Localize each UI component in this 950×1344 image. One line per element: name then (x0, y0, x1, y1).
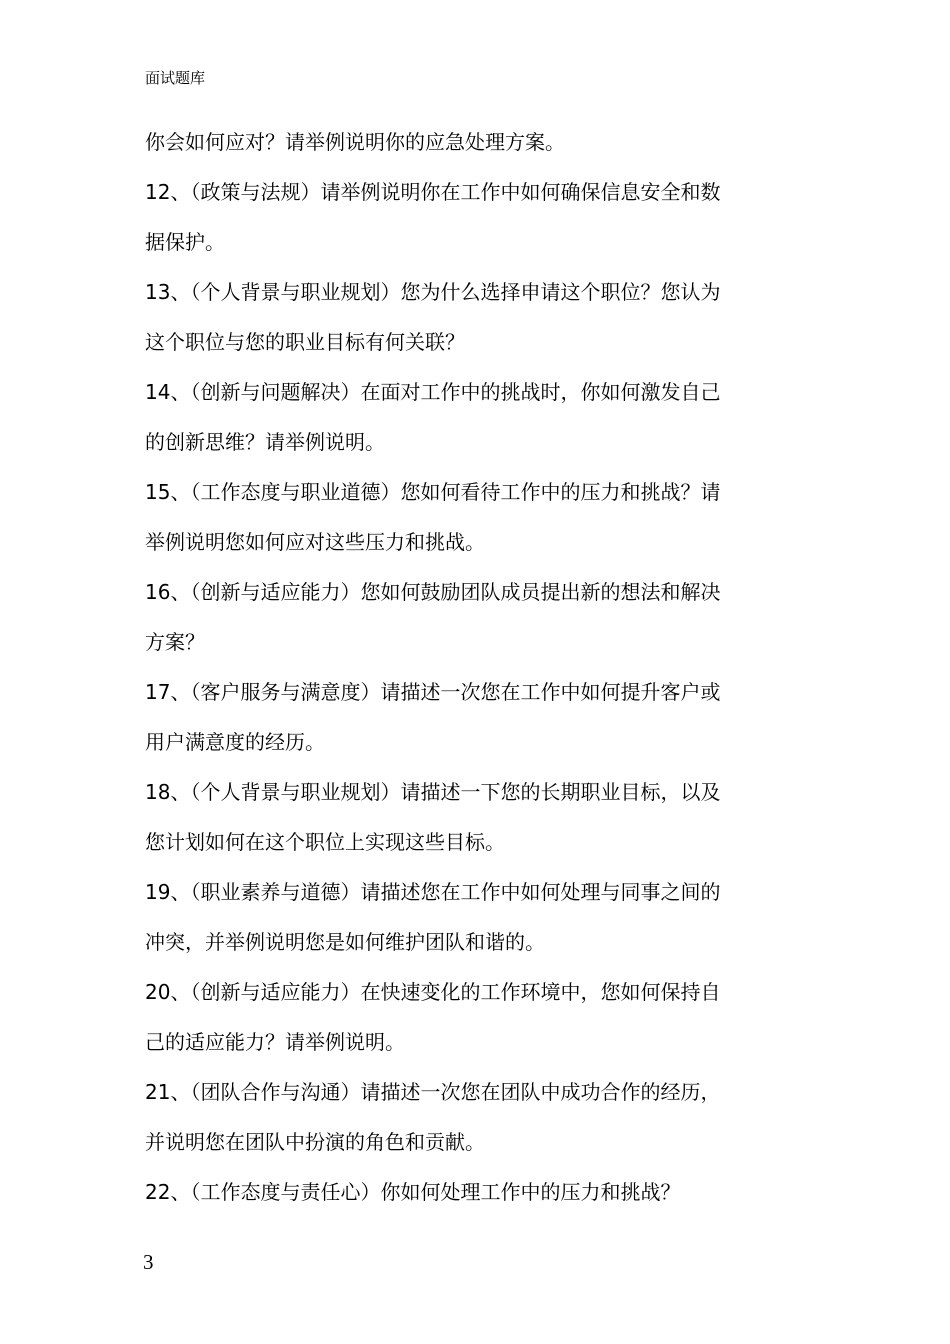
text-line: 这个职位与您的职业目标有何关联？ (145, 330, 465, 354)
text-line: 用户满意度的经历。 (145, 730, 325, 754)
text-line: 的创新思维？请举例说明。 (145, 430, 385, 454)
text-line: 您计划如何在这个职位上实现这些目标。 (145, 830, 505, 854)
text-line: 17、（客户服务与满意度）请描述一次您在工作中如何提升客户或 (145, 680, 721, 704)
text-line: 12、（政策与法规）请举例说明你在工作中如何确保信息安全和数 (145, 180, 721, 204)
text-line: 15、（工作态度与职业道德）您如何看待工作中的压力和挑战？请 (145, 480, 721, 504)
text-line: 冲突，并举例说明您是如何维护团队和谐的。 (145, 930, 545, 954)
text-line: 18、（个人背景与职业规划）请描述一下您的长期职业目标，以及 (145, 780, 721, 804)
text-line: 方案？ (145, 630, 205, 654)
text-line: 21、（团队合作与沟通）请描述一次您在团队中成功合作的经历， (145, 1080, 721, 1104)
text-line: 己的适应能力？请举例说明。 (145, 1030, 405, 1054)
text-line: 据保护。 (145, 230, 225, 254)
text-line: 16、（创新与适应能力）您如何鼓励团队成员提出新的想法和解决 (145, 580, 721, 604)
text-line: 20、（创新与适应能力）在快速变化的工作环境中，您如何保持自 (145, 980, 721, 1004)
page-number: 3 (143, 1250, 154, 1274)
question-list (145, 130, 815, 1230)
text-line: 13、（个人背景与职业规划）您为什么选择申请这个职位？您认为 (145, 280, 721, 304)
text-line: 并说明您在团队中扮演的角色和贡献。 (145, 1130, 485, 1154)
text-line: 你会如何应对？请举例说明你的应急处理方案。 (145, 130, 565, 154)
page-header-title: 面试题库 (145, 69, 206, 87)
text-line: 19、（职业素养与道德）请描述您在工作中如何处理与同事之间的 (145, 880, 721, 904)
text-line: 举例说明您如何应对这些压力和挑战。 (145, 530, 485, 554)
text-line: 14、（创新与问题解决）在面对工作中的挑战时，你如何激发自己 (145, 380, 721, 404)
text-line: 22、（工作态度与责任心）你如何处理工作中的压力和挑战？ (145, 1180, 681, 1204)
